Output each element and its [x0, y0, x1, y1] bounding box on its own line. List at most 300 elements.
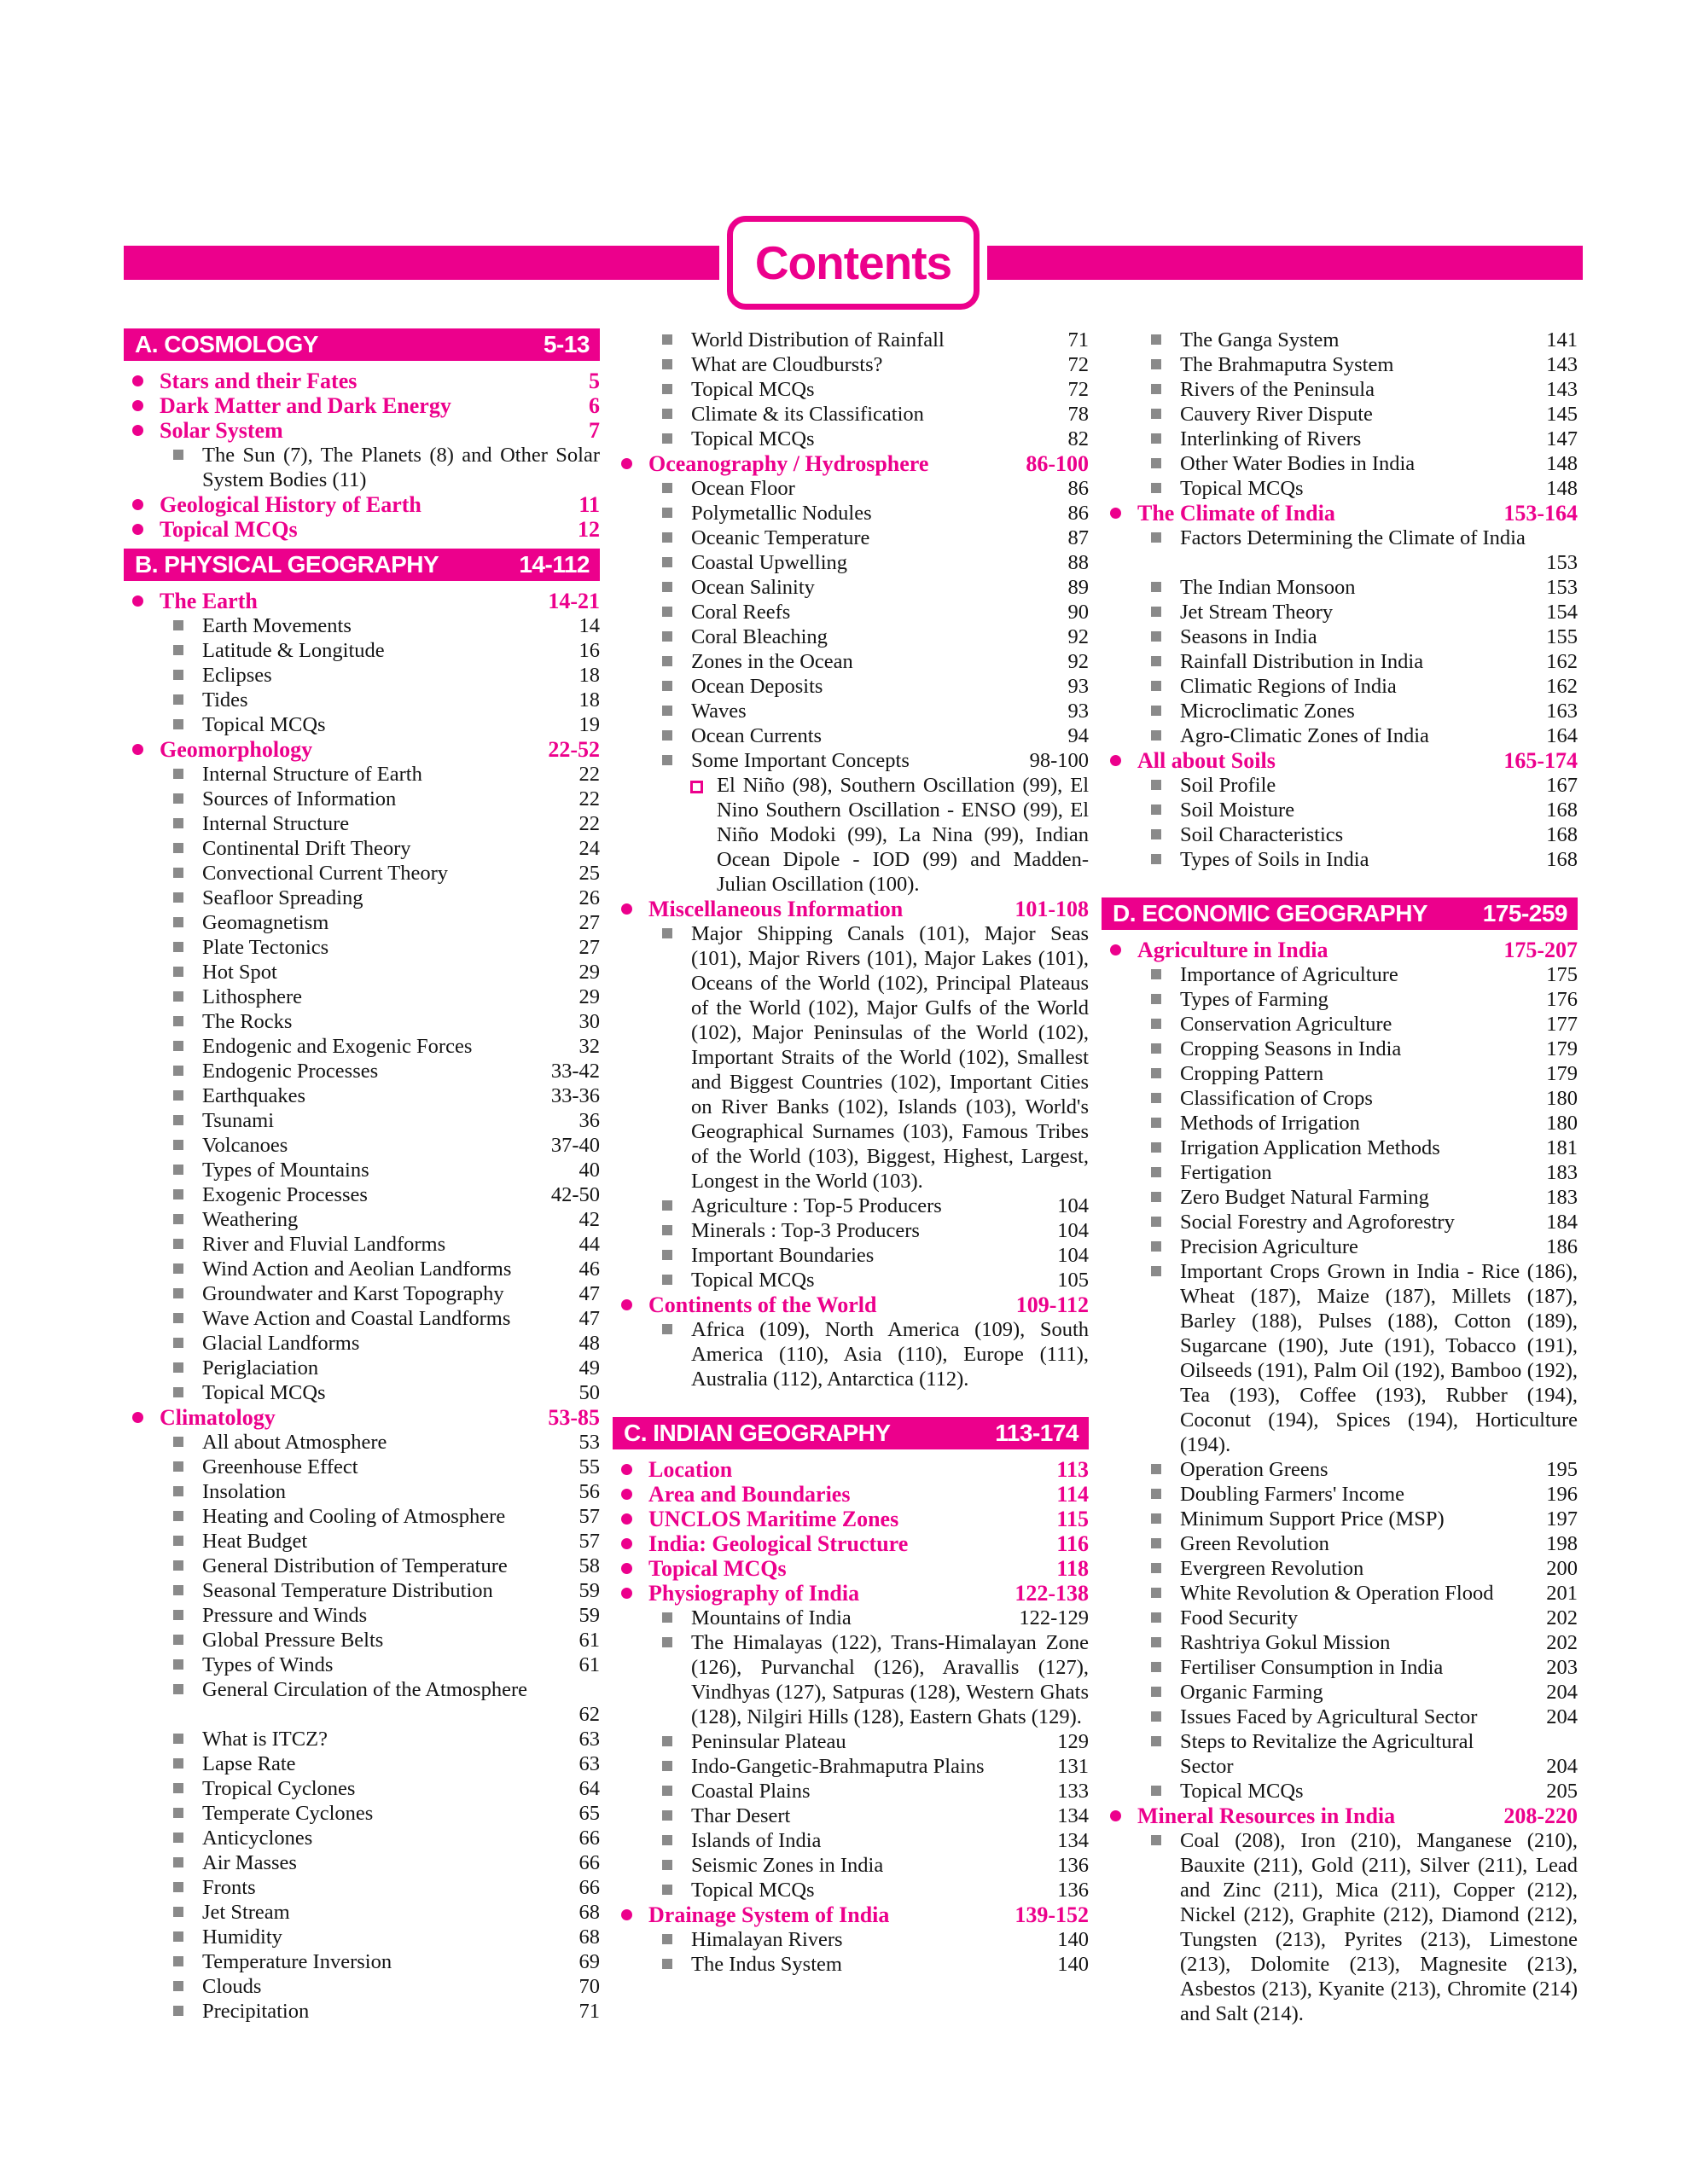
topic-row	[613, 723, 1089, 748]
bullet-square-icon	[173, 1214, 183, 1224]
chapter-title: Climatology	[160, 1405, 276, 1430]
page-number: 78	[1067, 403, 1089, 426]
topic-row	[1102, 674, 1578, 699]
chapter-title: Miscellaneous Information	[648, 897, 904, 921]
chapter-row	[613, 1531, 1089, 1556]
bullet-square-icon	[662, 1250, 672, 1260]
bullet-square-icon	[662, 1934, 672, 1944]
bullet-square-icon	[173, 1165, 183, 1175]
topic-row	[613, 1268, 1089, 1292]
page-number: 204	[1546, 1705, 1578, 1728]
topic-title: Topical MCQs	[691, 378, 815, 401]
topic-title: Thar Desert	[691, 1804, 791, 1827]
topic-row	[124, 1801, 600, 1826]
topic-row	[613, 377, 1089, 402]
bullet-dot-icon	[621, 1909, 632, 1920]
topic-row	[124, 1009, 600, 1034]
page-number: 200	[1546, 1557, 1578, 1580]
page-number: 22	[578, 763, 600, 786]
bullet-square-icon	[1151, 483, 1161, 493]
topic-title: Topical MCQs	[1180, 477, 1304, 500]
page-number: 62	[578, 1703, 600, 1726]
topic-row	[613, 624, 1089, 649]
chapter-title: UNCLOS Maritime Zones	[648, 1507, 899, 1531]
topic-row	[1102, 1581, 1578, 1606]
page-number: 164	[1546, 724, 1578, 747]
topic-title: Important Boundaries	[691, 1244, 875, 1267]
topic-title: Oceanic Temperature	[691, 526, 870, 549]
bullet-dot-icon	[132, 595, 143, 607]
bullet-square-icon	[173, 1387, 183, 1397]
topic-row	[124, 1182, 600, 1207]
bullet-square-icon	[662, 1860, 672, 1870]
bullet-square-icon	[1151, 1118, 1161, 1128]
bullet-square-icon	[662, 1959, 672, 1969]
bullet-square-icon	[173, 645, 183, 655]
topic-title: White Revolution & Operation Flood	[1180, 1582, 1494, 1605]
bullet-square-icon	[1151, 1736, 1161, 1746]
bullet-square-icon	[662, 607, 672, 617]
page-number: 153	[1546, 576, 1578, 599]
chapter-title: India: Geological Structure	[648, 1531, 909, 1556]
page-number: 66	[578, 1876, 600, 1899]
topic-row	[613, 1194, 1089, 1218]
topic-row	[1102, 402, 1578, 427]
bullet-square-icon	[173, 1313, 183, 1323]
bullet-square-icon	[173, 1758, 183, 1769]
chapter-row	[124, 492, 600, 517]
page-number: 70	[578, 1975, 600, 1998]
chapter-row	[124, 517, 600, 542]
bullet-square-icon	[173, 1362, 183, 1373]
topic-row	[1102, 1037, 1578, 1061]
topic-row	[613, 328, 1089, 352]
topic-row	[124, 1578, 600, 1603]
bullet-square-icon	[173, 1659, 183, 1670]
topic-title: Social Forestry and Agroforestry	[1180, 1211, 1455, 1234]
page-number: 186	[1546, 1235, 1578, 1258]
page-number: 30	[578, 1010, 600, 1033]
topic-row	[1102, 1136, 1578, 1160]
bullet-square-icon	[662, 384, 672, 394]
bullet-square-icon	[173, 967, 183, 977]
topic-paragraph-text: Major Shipping Canals (101), Major Seas (101), Major Rivers (101), Major Lakes (101), Oceans of the World (102), Principal Plateaus of the World (102), Major Gulfs of the World (102), Major Peninsulas of the World (102), Important Straits of the World (102), Smallest and Biggest Countries (102), Important Cities on River Banks (102), Islands (103), World's Geographical Surnames (103), Famous Tribes of the World (103), Biggest, Highest, Largest, Longest in the World (103).	[691, 922, 1089, 1193]
section-title: D. ECONOMIC GEOGRAPHY	[1113, 900, 1428, 926]
topic-row	[124, 1529, 600, 1554]
bullet-square-icon	[662, 1324, 672, 1334]
topic-row	[1102, 773, 1578, 798]
bullet-square-icon	[173, 1931, 183, 1942]
topic-title: Heat Budget	[202, 1530, 308, 1553]
topic-row	[1102, 1655, 1578, 1680]
bullet-dot-icon	[621, 1513, 632, 1525]
chapter-pages: 7	[589, 418, 600, 443]
topic-row	[124, 762, 600, 787]
page-number: 167	[1546, 774, 1578, 797]
page-number: 205	[1546, 1780, 1578, 1803]
page-number: 29	[578, 961, 600, 984]
chapter-row	[124, 393, 600, 418]
page-number: 88	[1067, 551, 1089, 574]
section-pages: 5-13	[543, 331, 590, 357]
topic-title: Agro-Climatic Zones of India	[1180, 724, 1429, 747]
chapter-row	[124, 589, 600, 613]
chapter-pages: 165-174	[1503, 748, 1578, 773]
page-number: 57	[578, 1530, 600, 1553]
section-pages: 175-259	[1482, 900, 1567, 926]
bullet-square-icon	[173, 1560, 183, 1571]
page-number: 148	[1546, 452, 1578, 475]
bullet-square-icon	[1151, 1043, 1161, 1054]
page-number: 183	[1546, 1186, 1578, 1209]
topic-row	[124, 638, 600, 663]
page-number: 168	[1546, 823, 1578, 846]
topic-row	[124, 663, 600, 688]
topic-title: Zero Budget Natural Farming	[1180, 1186, 1429, 1209]
bullet-square-icon	[1151, 359, 1161, 369]
bullet-square-icon	[662, 1225, 672, 1235]
page-number: 72	[1067, 378, 1089, 401]
topic-row	[124, 1653, 600, 1677]
page-number: 14	[578, 614, 600, 637]
page-number: 180	[1546, 1087, 1578, 1110]
topic-title: Convectional Current Theory	[202, 862, 449, 885]
topic-row	[1102, 1507, 1578, 1531]
topic-paragraph-text: Coal (208), Iron (210), Manganese (210), Bauxite (211), Gold (211), Silver (211), Lead and Zinc (211), Mica (211), Copper (212), Nickel (212), Graphite (212), Diamond (212), Tungsten (213), Pyrites (213), Limestone (213), Dolomite (213), Magnesite (213), Asbestos (213), Kyanite (213), Chromite (214) and Salt (214).	[1180, 1829, 1578, 2025]
page-number: 19	[578, 713, 600, 736]
chapter-pages: 109-112	[1015, 1292, 1089, 1317]
bullet-square-icon	[662, 755, 672, 765]
topic-row	[1102, 847, 1578, 872]
topic-title: Tropical Cyclones	[202, 1777, 356, 1800]
topic-row	[613, 1606, 1089, 1630]
bullet-square-icon	[1151, 607, 1161, 617]
bullet-dot-icon	[1110, 1810, 1121, 1821]
topic-title: Sources of Information	[202, 787, 397, 810]
page-number: 90	[1067, 601, 1089, 624]
page-number: 122-129	[1019, 1606, 1089, 1629]
bullet-square-icon	[1151, 1711, 1161, 1722]
topic-row	[1102, 1556, 1578, 1581]
bullet-dot-icon	[132, 400, 143, 411]
page-number: 33-36	[550, 1084, 600, 1107]
topic-title: Conservation Agriculture	[1180, 1013, 1392, 1036]
page-number: 162	[1546, 675, 1578, 698]
topic-title: The Indian Monsoon	[1180, 576, 1356, 599]
bullet-square-icon	[1151, 994, 1161, 1004]
topic-row	[1102, 624, 1578, 649]
topic-title: Temperate Cyclones	[202, 1802, 374, 1825]
chapter-title: Continents of the World	[648, 1292, 877, 1317]
bullet-square-icon	[1151, 1192, 1161, 1202]
topic-title: Groundwater and Karst Topography	[202, 1282, 504, 1305]
bullet-square-icon	[662, 928, 672, 938]
bullet-square-icon	[173, 942, 183, 952]
topic-title: Glacial Landforms	[202, 1332, 360, 1355]
bullet-square-icon	[1151, 409, 1161, 419]
topic-row	[1102, 1160, 1578, 1185]
bullet-square-icon	[173, 1511, 183, 1521]
bullet-square-icon	[662, 681, 672, 691]
chapter-title: Mineral Resources in India	[1137, 1804, 1396, 1828]
bullet-square-icon	[173, 1907, 183, 1917]
chapter-title: Solar System	[160, 418, 283, 443]
bullet-square-icon	[662, 359, 672, 369]
topic-paragraph-text: The Sun (7), The Planets (8) and Other Solar System Bodies (11)	[202, 444, 600, 491]
topic-title: Climatic Regions of India	[1180, 675, 1397, 698]
page-number: 32	[578, 1035, 600, 1058]
chapter-title: Topical MCQs	[160, 517, 298, 542]
topic-row	[124, 1677, 600, 1702]
bullet-square-icon	[662, 1885, 672, 1895]
bullet-square-icon	[662, 1736, 672, 1746]
topic-title: River and Fluvial Landforms	[202, 1233, 446, 1256]
page-number: 197	[1546, 1507, 1578, 1531]
topic-row	[124, 1900, 600, 1925]
topic-title: The Ganga System	[1180, 328, 1340, 351]
bullet-dot-icon	[621, 903, 632, 915]
topic-row	[1102, 328, 1578, 352]
bullet-square-icon	[1151, 458, 1161, 468]
bullet-square-icon	[173, 1833, 183, 1843]
topic-row	[124, 1925, 600, 1949]
topic-title: Polymetallic Nodules	[691, 502, 872, 525]
section-title: C. INDIAN GEOGRAPHY	[624, 1420, 891, 1446]
page-number: 203	[1546, 1656, 1578, 1679]
chapter-pages: 113	[1056, 1457, 1089, 1482]
page-number: 104	[1057, 1244, 1089, 1267]
topic-paragraph	[691, 921, 1089, 1194]
page-number: 68	[578, 1901, 600, 1924]
topic-title: Himalayan Rivers	[691, 1928, 843, 1951]
page-number: 16	[578, 639, 600, 662]
bullet-square-icon	[173, 1585, 183, 1595]
bullet-square-icon	[173, 1140, 183, 1150]
bullet-square-icon	[662, 1835, 672, 1845]
chapter-title: Topical MCQs	[648, 1556, 787, 1581]
topic-row	[124, 688, 600, 712]
section-header	[124, 549, 600, 581]
page-number: 196	[1546, 1483, 1578, 1506]
topic-title: Steps to Revitalize the Agricultural	[1180, 1730, 1474, 1753]
bullet-square-icon	[173, 1189, 183, 1199]
topic-row	[124, 861, 600, 886]
topic-title: Air Masses	[202, 1851, 297, 1874]
topic-title: Cauvery River Dispute	[1180, 403, 1373, 426]
topic-row-continuation	[1102, 550, 1578, 575]
topic-row	[1102, 1234, 1578, 1259]
topic-row	[1102, 1086, 1578, 1111]
topic-title: Fertigation	[1180, 1161, 1272, 1184]
topic-title: Climate & its Classification	[691, 403, 924, 426]
chapter-title: Oceanography / Hydrosphere	[648, 451, 929, 476]
topic-title: Hot Spot	[202, 961, 277, 984]
page-number: 129	[1057, 1730, 1089, 1753]
topic-title: What are Cloudbursts?	[691, 353, 883, 376]
bullet-dot-icon	[621, 458, 632, 469]
bullet-dot-icon	[132, 375, 143, 386]
page-number: 92	[1067, 625, 1089, 648]
contents-banner	[124, 236, 1583, 289]
topic-title: Coral Bleaching	[691, 625, 828, 648]
topic-row	[1102, 427, 1578, 451]
bullet-square-icon	[173, 1288, 183, 1298]
bullet-square-icon	[1151, 384, 1161, 394]
chapter-title: Geomorphology	[160, 737, 313, 762]
topic-paragraph	[202, 443, 600, 492]
topic-title: Exogenic Processes	[202, 1183, 368, 1206]
topic-row	[613, 748, 1089, 773]
bullet-square-icon	[173, 1783, 183, 1793]
topic-row	[124, 1281, 600, 1306]
bullet-square-icon	[173, 1808, 183, 1818]
page-number: 202	[1546, 1606, 1578, 1629]
page-number: 47	[578, 1307, 600, 1330]
topic-title: Agriculture : Top-5 Producers	[691, 1194, 942, 1217]
topic-row	[124, 1306, 600, 1331]
bullet-square-icon	[1151, 334, 1161, 345]
chapter-row	[124, 737, 600, 762]
page-number: 49	[578, 1356, 600, 1380]
topic-title: Methods of Irrigation	[1180, 1112, 1360, 1135]
topic-title: Topical MCQs	[202, 1381, 326, 1404]
topic-row	[1102, 1185, 1578, 1210]
bullet-dot-icon	[132, 425, 143, 436]
chapter-pages: 115	[1056, 1507, 1089, 1531]
contents-title-box	[727, 216, 980, 310]
bullet-square-icon	[173, 1090, 183, 1101]
chapter-pages: 116	[1056, 1531, 1089, 1556]
bullet-square-icon	[1151, 1786, 1161, 1796]
topic-row	[613, 402, 1089, 427]
topic-row	[124, 712, 600, 737]
page-number: 56	[578, 1480, 600, 1503]
chapter-row	[613, 1556, 1089, 1581]
chapter-row	[613, 1507, 1089, 1531]
topic-row	[613, 1878, 1089, 1902]
topic-title: Types of Mountains	[202, 1159, 369, 1182]
chapter-row	[1102, 748, 1578, 773]
topic-row	[124, 886, 600, 910]
page-number: 143	[1546, 378, 1578, 401]
page-number: 55	[578, 1455, 600, 1478]
bullet-square-icon	[173, 1536, 183, 1546]
topic-row	[124, 1504, 600, 1529]
chapter-title: Stars and their Fates	[160, 369, 358, 393]
topic-row	[124, 1603, 600, 1628]
topic-paragraph-text: The Himalayas (122), Trans-Himalayan Zone (126), Purvanchal (126), Aravallis (127), Vindhyas (127), Satpuras (128), Western Ghats (128), Nilgiri Hills (128), Eastern Ghats (129).	[691, 1631, 1089, 1728]
toc-column-2	[613, 328, 1089, 1977]
bullet-dot-icon	[132, 1412, 143, 1423]
section-title: A. COSMOLOGY	[135, 331, 318, 357]
bullet-square-icon	[1151, 969, 1161, 979]
toc-column-3	[1102, 328, 1578, 2026]
page-number: 89	[1067, 576, 1089, 599]
topic-title: Peninsular Plateau	[691, 1730, 846, 1753]
bullet-square-icon	[662, 656, 672, 666]
bullet-dot-icon	[621, 1464, 632, 1475]
topic-row	[1102, 1012, 1578, 1037]
chapter-pages: 53-85	[548, 1405, 600, 1430]
page-number: 53	[578, 1431, 600, 1454]
bullet-square-icon	[1151, 1588, 1161, 1598]
topic-title: Fronts	[202, 1876, 256, 1899]
page-number: 27	[578, 911, 600, 934]
topic-row	[1102, 476, 1578, 501]
topic-row	[1102, 575, 1578, 600]
topic-title: Organic Farming	[1180, 1681, 1323, 1704]
chapter-row	[1102, 938, 1578, 962]
bullet-dot-icon	[621, 1588, 632, 1599]
topic-paragraph-text: Africa (109), North America (109), South America (110), Asia (110), Europe (111), Australia (112), Antarctica (112).	[691, 1318, 1089, 1391]
bullet-square-icon	[1151, 1266, 1161, 1276]
page-number: 42	[578, 1208, 600, 1231]
topic-title: Ocean Currents	[691, 724, 823, 747]
topic-row	[613, 501, 1089, 526]
toc-column-1	[124, 322, 600, 2024]
topic-row	[124, 1380, 600, 1405]
topic-title: Fertiliser Consumption in India	[1180, 1656, 1444, 1679]
page-number: 168	[1546, 799, 1578, 822]
topic-title: Operation Greens	[1180, 1458, 1328, 1481]
topic-title: Periglaciation	[202, 1356, 319, 1380]
topic-title: Types of Farming	[1180, 988, 1328, 1011]
page-number: 71	[578, 2000, 600, 2023]
page-number: 86	[1067, 477, 1089, 500]
page-number: 68	[578, 1926, 600, 1949]
topic-row	[613, 674, 1089, 699]
subtopic-paragraph-text: El Niño (98), Southern Oscillation (99), El Nino Southern Oscillation - ENSO (99), El Niño Modoki (99), La Nina (99), Indian Ocean Dipole - IOD (99) and Madden-Julian Oscillation (100).	[717, 774, 1089, 896]
topic-title: Topical MCQs	[691, 427, 815, 450]
topic-title-continued: Sector	[1180, 1755, 1234, 1778]
bullet-square-icon	[1151, 1167, 1161, 1177]
topic-title: Global Pressure Belts	[202, 1629, 384, 1652]
chapter-title: Drainage System of India	[648, 1902, 890, 1927]
topic-row	[1102, 1482, 1578, 1507]
topic-title: Precipitation	[202, 2000, 310, 2023]
topic-row	[613, 476, 1089, 501]
topic-title: Coastal Upwelling	[691, 551, 848, 574]
topic-title: Seasons in India	[1180, 625, 1317, 648]
topic-row	[1102, 987, 1578, 1012]
bullet-square-icon	[173, 719, 183, 729]
topic-row	[124, 1158, 600, 1182]
topic-row	[124, 1826, 600, 1850]
page-number: 198	[1546, 1532, 1578, 1555]
page-number: 71	[1067, 328, 1089, 351]
page-number: 184	[1546, 1211, 1578, 1234]
topic-title: General Distribution of Temperature	[202, 1554, 508, 1577]
page-number: 63	[578, 1728, 600, 1751]
topic-title: Weathering	[202, 1208, 299, 1231]
bullet-square-icon	[173, 1635, 183, 1645]
topic-row	[1102, 699, 1578, 723]
topic-title: Microclimatic Zones	[1180, 700, 1355, 723]
topic-row	[613, 427, 1089, 451]
bullet-square-icon	[173, 1437, 183, 1447]
topic-title: Indo-Gangetic-Brahmaputra Plains	[691, 1755, 985, 1778]
page-number: 104	[1057, 1194, 1089, 1217]
topic-row	[613, 600, 1089, 624]
topic-row	[1102, 1457, 1578, 1482]
chapter-pages: 122-138	[1015, 1581, 1089, 1606]
page-number: 50	[578, 1381, 600, 1404]
topic-row	[1102, 451, 1578, 476]
bullet-square-icon	[662, 1275, 672, 1285]
chapter-pages: 114	[1056, 1482, 1089, 1507]
topic-row	[124, 1034, 600, 1059]
bullet-square-icon	[1151, 1019, 1161, 1029]
